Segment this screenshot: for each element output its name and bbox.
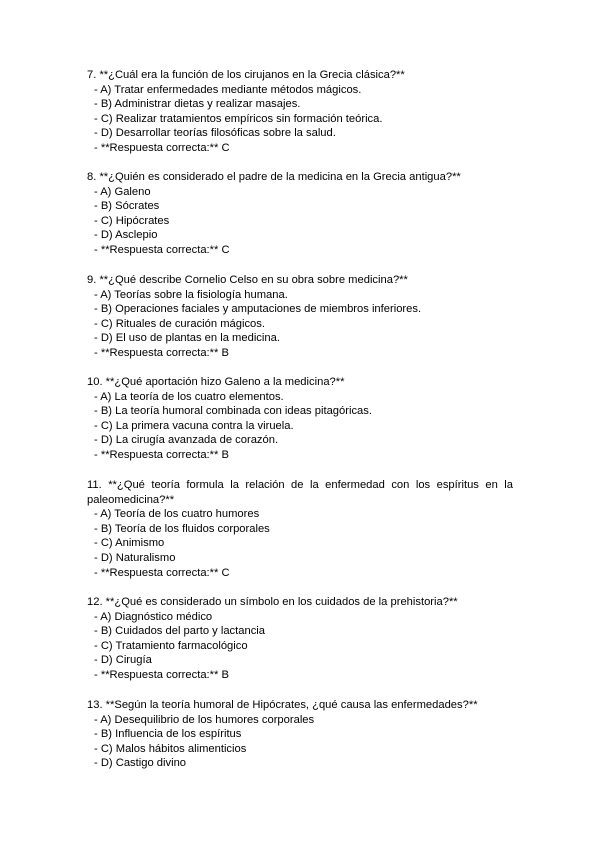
question-title: 7. **¿Cuál era la función de los cirujanos en la Grecia clásica?** (87, 69, 405, 81)
option-a: - A) Desequilibrio de los humores corporales (94, 713, 315, 726)
option-a: - A) Tratar enfermedades mediante métodos mágicos. (94, 83, 362, 96)
correct-answer: - **Respuesta correcta:** C (94, 141, 230, 154)
question-8 (87, 170, 513, 258)
option-b: - B) Operaciones faciales y amputaciones de miembros inferiores. (94, 303, 422, 316)
option-c: - C) La primera vacuna contra la viruela. (94, 419, 294, 432)
correct-answer: - **Respuesta correcta:** B (94, 346, 229, 359)
option-a: - A) Galeno (94, 185, 151, 198)
option-a: - A) Teoría de los cuatro humores (94, 508, 260, 521)
option-b: - B) Administrar dietas y realizar masajes. (94, 98, 301, 111)
option-d: - D) Desarrollar teorías filosóficas sobre la salud. (94, 127, 336, 140)
option-b: - B) Sócrates (94, 200, 160, 213)
option-a: - A) Teorías sobre la fisiología humana. (94, 288, 288, 301)
option-c: - C) Animismo (94, 537, 165, 550)
option-c: - C) Tratamiento farmacológico (94, 639, 248, 652)
question-12 (87, 595, 513, 683)
option-d: - D) La cirugía avanzada de corazón. (94, 434, 279, 447)
option-b: - B) Teoría de los fluidos corporales (94, 522, 270, 535)
question-13 (87, 698, 513, 771)
question-title-line-2: paleomedicina?** (87, 493, 175, 506)
option-b: - B) Influencia de los espíritus (94, 728, 242, 741)
option-c: - C) Rituales de curación mágicos. (94, 317, 265, 330)
option-d: - D) Cirugía (94, 654, 152, 667)
question-title: 8. **¿Quién es considerado el padre de la medicina en la Grecia antigua?** (87, 171, 461, 183)
option-c: - C) Hipócrates (94, 214, 170, 227)
option-d: - D) El uso de plantas en la medicina. (94, 332, 280, 345)
correct-answer: - **Respuesta correcta:** C (94, 243, 230, 256)
question-title-line-1: 11. **¿Qué teoría formula la relación de la enfermedad con los espíritus en la (87, 479, 513, 491)
question-title: 12. **¿Qué es considerado un símbolo en los cuidados de la prehistoria?** (87, 596, 458, 608)
question-title: 9. **¿Qué describe Cornelio Celso en su obra sobre medicina?** (87, 274, 408, 286)
question-11 (87, 478, 513, 580)
option-b: - B) Cuidados del parto y lactancia (94, 625, 266, 638)
option-a: - A) La teoría de los cuatro elementos. (94, 390, 284, 403)
correct-answer: - **Respuesta correcta:** B (94, 668, 229, 681)
question-7 (87, 68, 513, 156)
question-9 (87, 273, 513, 361)
question-title: 10. **¿Qué aportación hizo Galeno a la medicina?** (87, 376, 345, 388)
option-a: - A) Diagnóstico médico (94, 610, 213, 623)
option-b: - B) La teoría humoral combinada con ideas pitagóricas. (94, 405, 372, 418)
option-c: - C) Malos hábitos alimenticios (94, 742, 247, 755)
option-c: - C) Realizar tratamientos empíricos sin formación teórica. (94, 112, 383, 125)
option-d: - D) Asclepio (94, 229, 158, 242)
question-title: 13. **Según la teoría humoral de Hipócrates, ¿qué causa las enfermedades?** (87, 699, 478, 711)
option-d: - D) Castigo divino (94, 757, 187, 770)
question-10 (87, 375, 513, 463)
correct-answer: - **Respuesta correcta:** B (94, 448, 229, 461)
correct-answer: - **Respuesta correcta:** C (94, 566, 230, 579)
option-d: - D) Naturalismo (94, 551, 176, 564)
